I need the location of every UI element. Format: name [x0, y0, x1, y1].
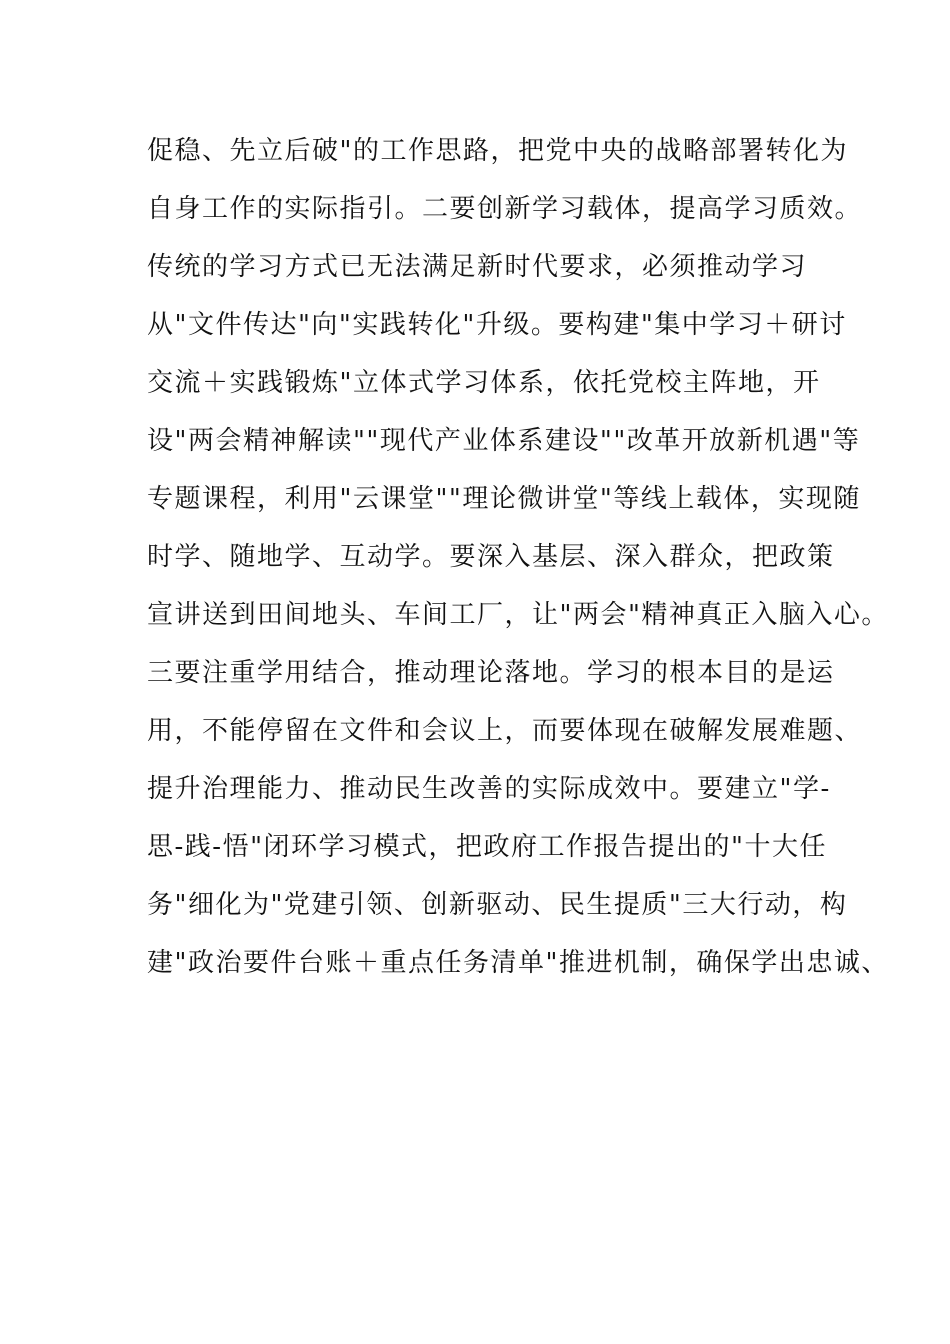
text-line: 交流＋实践锻炼"立体式学习体系，依托党校主阵地，开: [147, 368, 821, 398]
text-line: 三要注重学用结合，推动理论落地。学习的根本目的是运: [147, 658, 835, 688]
text-line: 用，不能停留在文件和会议上，而要体现在破解发展难题、: [147, 716, 863, 746]
text-line: 专题课程，利用"云课堂""理论微讲堂"等线上载体，实现随: [147, 484, 861, 514]
text-line: 传统的学习方式已无法满足新时代要求，必须推动学习: [147, 252, 808, 282]
text-line: 提升治理能力、推动民生改善的实际成效中。要建立"学-: [147, 774, 831, 804]
text-line: 从"文件传达"向"实践转化"升级。要构建"集中学习＋研讨: [147, 310, 847, 340]
text-line: 宣讲送到田间地头、车间工厂，让"两会"精神真正入脑入心。: [147, 600, 889, 630]
text-line: 思-践-悟"闭环学习模式，把政府工作报告提出的"十大任: [147, 832, 827, 862]
text-line: 自身工作的实际指引。二要创新学习载体，提高学习质效。: [147, 194, 863, 224]
text-line: 时学、随地学、互动学。要深入基层、深入群众，把政策: [147, 542, 835, 572]
text-line: 促稳、先立后破"的工作思路，把党中央的战略部署转化为: [147, 136, 848, 166]
text-line: 设"两会精神解读""现代产业体系建设""改革开放新机遇"等: [147, 426, 861, 456]
text-line: 建"政治要件台账＋重点任务清单"推进机制，确保学出忠诚、: [147, 948, 889, 978]
text-line: 务"细化为"党建引领、创新驱动、民生提质"三大行动，构: [147, 890, 848, 920]
body-text: [147, 126, 889, 996]
